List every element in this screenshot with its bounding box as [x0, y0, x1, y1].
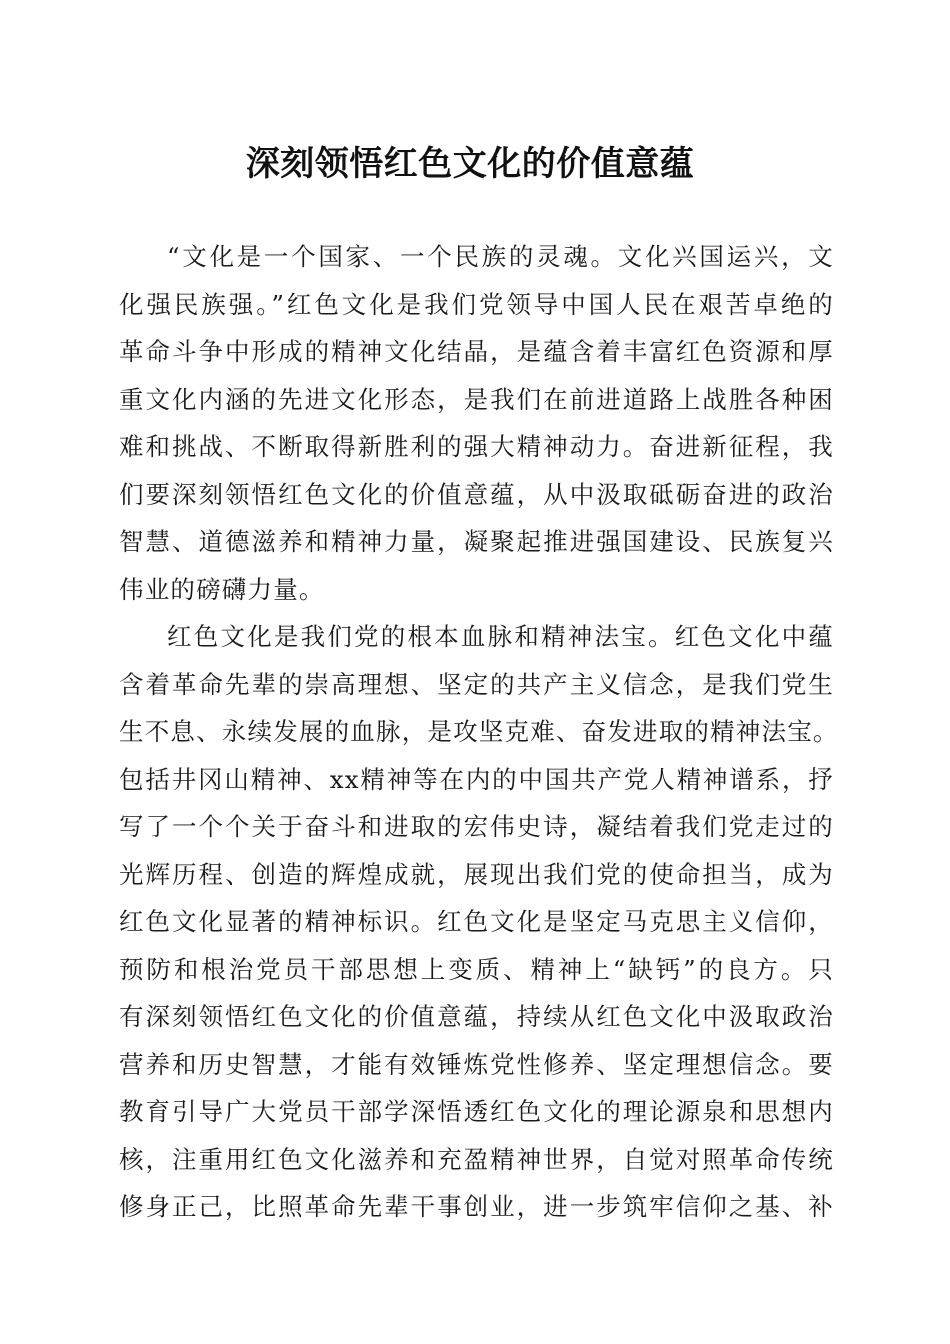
- paragraph-line: 包括井冈山精神、xx精神等在内的中国共产党人精神谱系，抒: [119, 765, 834, 794]
- paragraph-line: 写了一个个关于奋斗和进取的宏伟史诗，凝结着我们党走过的: [119, 812, 834, 841]
- document-title: 深刻领悟红色文化的价值意蕴: [245, 144, 695, 184]
- paragraph-line: 预防和根治党员干部思想上变质、精神上“缺钙”的良方。只: [119, 955, 834, 984]
- paragraph-line: 红色文化是我们党的根本血脉和精神法宝。红色文化中蕴: [167, 622, 834, 651]
- paragraph-line: 核，注重用红色文化滋养和充盈精神世界，自觉对照革命传统: [119, 1145, 834, 1174]
- paragraph-line: 难和挑战、不断取得新胜利的强大精神动力。奋进新征程，我: [119, 432, 834, 461]
- paragraph-line: 光辉历程、创造的辉煌成就，展现出我们党的使命担当，成为: [119, 860, 834, 889]
- paragraph-line: 教育引导广大党员干部学深悟透红色文化的理论源泉和思想内: [119, 1097, 834, 1126]
- paragraph-line: 营养和历史智慧，才能有效锤炼党性修养、坚定理想信念。要: [119, 1050, 834, 1079]
- paragraph-line: 重文化内涵的先进文化形态，是我们在前进道路上战胜各种困: [119, 385, 834, 414]
- paragraph-line: “文化是一个国家、一个民族的灵魂。文化兴国运兴，文: [167, 242, 834, 271]
- paragraph-line: 生不息、永续发展的血脉，是攻坚克难、奋发进取的精神法宝。: [119, 717, 839, 746]
- paragraph-line: 红色文化显著的精神标识。红色文化是坚定马克思主义信仰，: [119, 907, 834, 936]
- paragraph-line: 修身正己，比照革命先辈干事创业，进一步筑牢信仰之基、补: [119, 1192, 834, 1221]
- paragraph-line: 革命斗争中形成的精神文化结晶，是蕴含着丰富红色资源和厚: [119, 337, 834, 366]
- paragraph-line: 伟业的磅礴力量。: [119, 575, 325, 604]
- paragraph-line: 含着革命先辈的崇高理想、坚定的共产主义信念，是我们党生: [119, 670, 834, 699]
- paragraph-line: 们要深刻领悟红色文化的价值意蕴，从中汲取砥砺奋进的政治: [119, 480, 834, 509]
- paragraph-line: 智慧、道德滋养和精神力量，凝聚起推进强国建设、民族复兴: [119, 527, 834, 556]
- paragraph-line: 化强民族强。”红色文化是我们党领导中国人民在艰苦卓绝的: [119, 290, 834, 319]
- paragraph-line: 有深刻领悟红色文化的价值意蕴，持续从红色文化中汲取政治: [119, 1002, 834, 1031]
